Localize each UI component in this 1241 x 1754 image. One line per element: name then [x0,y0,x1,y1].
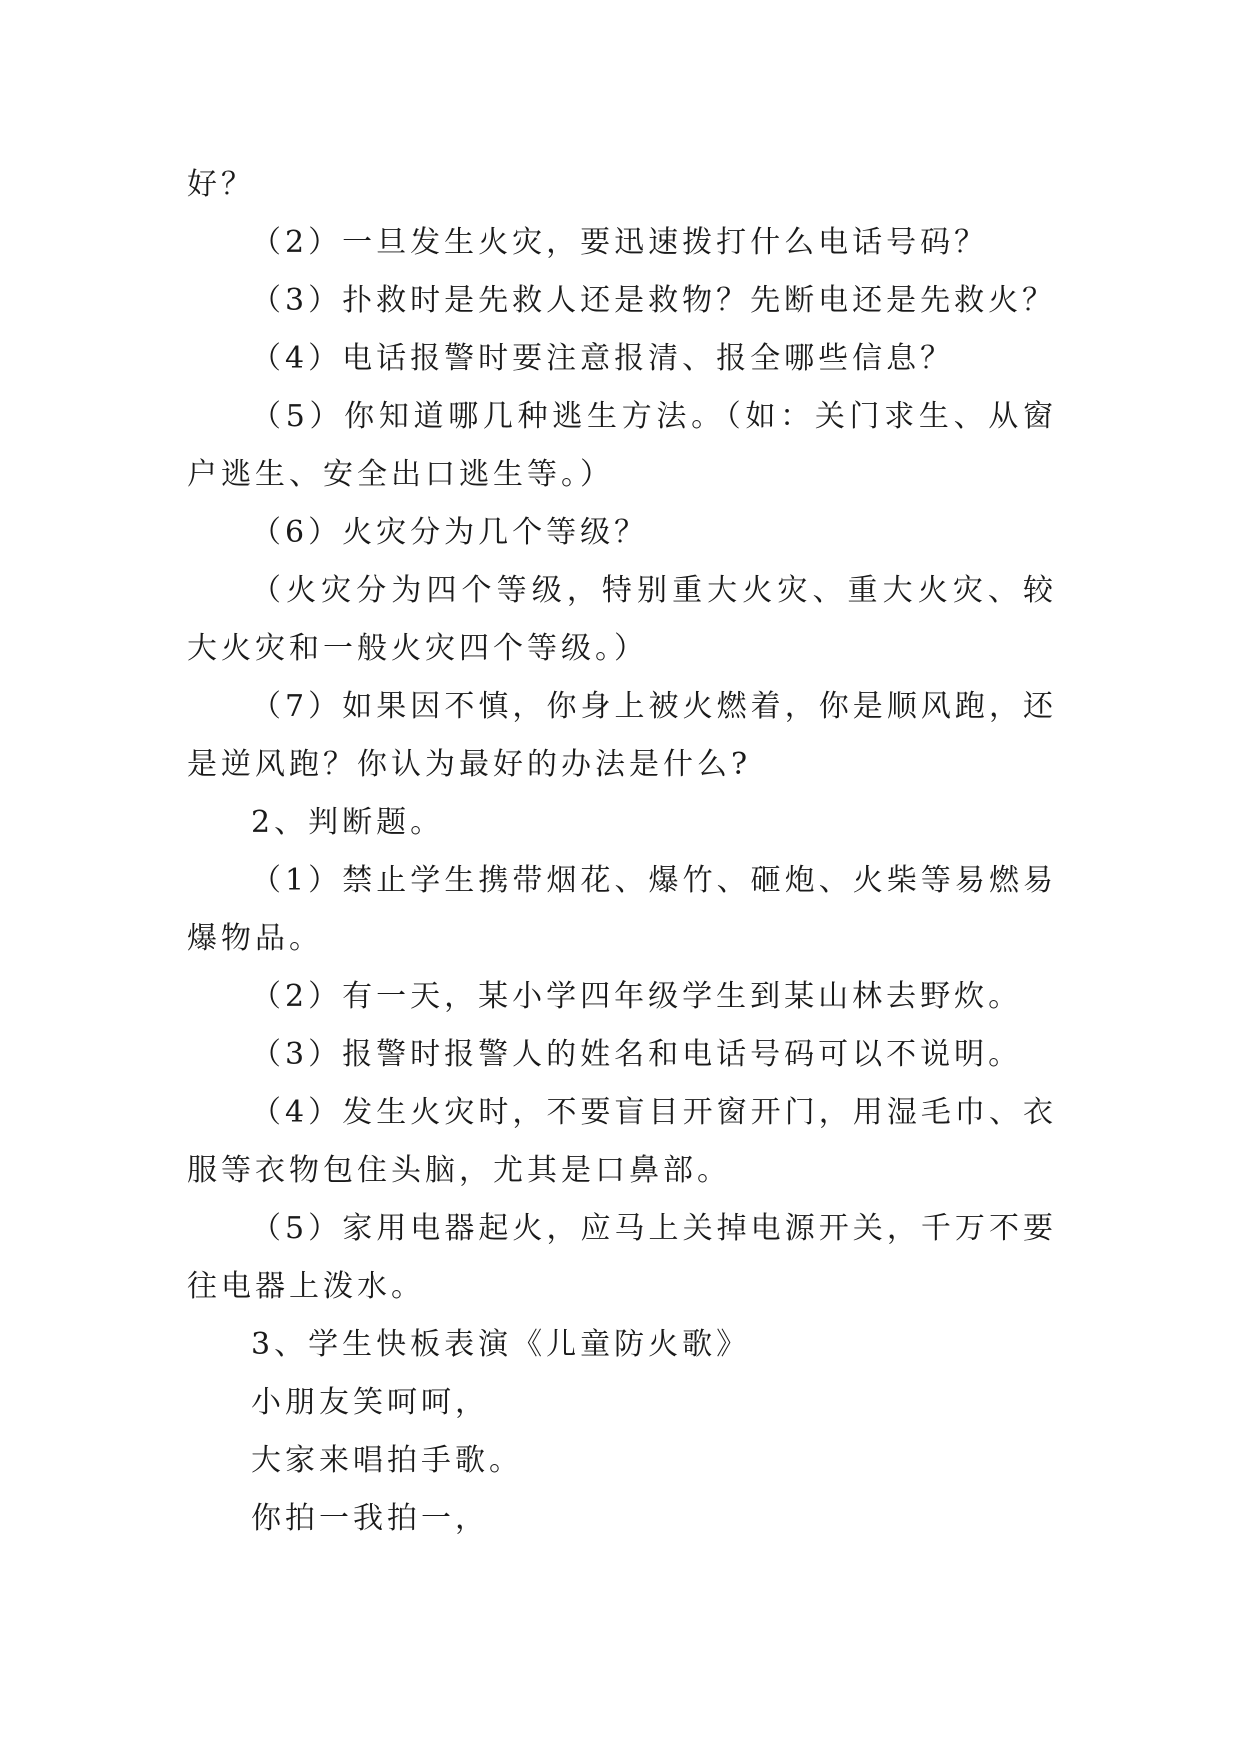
judgement-4: （4）发生火灾时，不要盲目开窗开门，用湿毛巾、衣服等衣物包住头脑，尤其是口鼻部。 [187,1095,1057,1188]
judgement-2: （2）有一天，某小学四年级学生到某山林去野炊。 [251,979,1023,1014]
question-2: （2）一旦发生火灾，要迅速拨打什么电话号码？ [251,225,989,260]
question-3: （3）扑救时是先救人还是救物？先断电还是先救火？ [251,283,1057,318]
paragraph-continuation: 好？ [187,167,255,202]
song-line-1: 小朋友笑呵呵， [251,1385,489,1420]
song-line-3: 你拍一我拍一， [251,1501,489,1536]
question-6: （6）火灾分为几个等级？ [251,515,649,550]
judgement-5: （5）家用电器起火，应马上关掉电源开关，千万不要往电器上泼水。 [187,1211,1057,1304]
judgement-3: （3）报警时报警人的姓名和电话号码可以不说明。 [251,1037,1023,1072]
judgement-1: （1）禁止学生携带烟花、爆竹、砸炮、火柴等易燃易爆物品。 [187,863,1057,956]
document-body [187,156,1057,1548]
section-heading-judgement: 2、判断题。 [251,805,445,840]
question-5: （5）你知道哪几种逃生方法。（如：关门求生、从窗户逃生、安全出口逃生等。） [187,399,1057,492]
question-7: （7）如果因不慎，你身上被火燃着，你是顺风跑，还是逆风跑？你认为最好的办法是什么? [187,689,1057,782]
song-line-2: 大家来唱拍手歌。 [251,1443,523,1478]
question-4: （4）电话报警时要注意报清、报全哪些信息？ [251,341,955,376]
section-heading-song: 3、学生快板表演《儿童防火歌》 [251,1327,751,1362]
answer-6: （火灾分为四个等级，特别重大火灾、重大火灾、较大火灾和一般火灾四个等级。） [187,573,1057,666]
